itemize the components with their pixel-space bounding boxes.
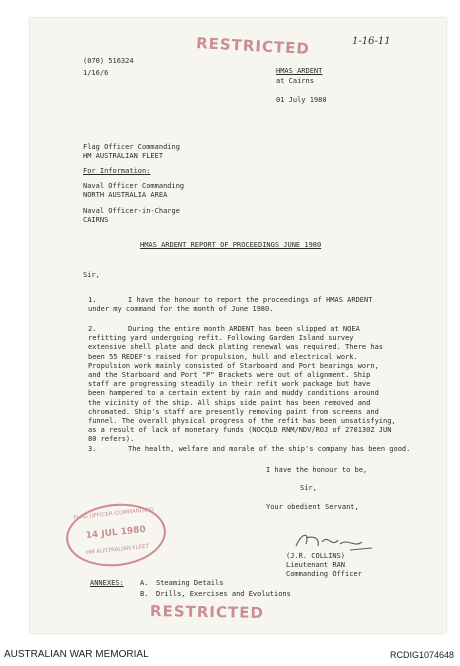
annex-a-letter: A. [140,579,149,587]
paragraph1 [88,296,418,314]
phone-number: (070) 516324 [83,57,134,65]
salutation: Sir, [83,271,100,279]
paragraph2-line: been hampered to a certain extent by rain and muddy conditions around [88,389,379,398]
letter-date: 01 July 1980 [276,96,327,104]
signatory-rank: Lieutenant RAN [286,561,346,569]
paragraph2-line: funnel. The overall physical progress of the refit has been unsatisfying, [88,417,396,426]
footer-record-id: RCDIG1074648 [389,650,454,660]
closing-line1: I have the honour to be, [266,466,368,474]
sender-ship: HMAS ARDENT [276,67,323,75]
closing-line3: Your obedient Servant, [266,503,359,511]
received-stamp-bottom-text: HM AUSTRALIAN FLEET [85,543,150,557]
info-addressee1-line2: NORTH AUSTRALIA AREA [83,191,168,199]
info-addressee2-line2: CAIRNS [83,216,109,224]
paragraph1-number: 1. [88,296,97,304]
signatory-name: (J.R. COLLINS) [286,552,346,560]
paragraph2-line: Propulsion work mainly consisted of Starboard and Port bearings worn, [88,361,379,370]
annex-b-text: Drills, Exercises and Evolutions [156,590,291,598]
paragraph1-line: under my command for the month of June 1980. [88,305,274,314]
annex-a-text: Steaming Details [156,579,224,587]
paragraph2-line: and the Starboard and Port "P" Brackets were out of alignment. Ship [88,371,371,380]
sender-location: at Cairns [276,77,314,85]
received-stamp-top-text: FLAG OFFICER COMMANDING [73,506,155,522]
paragraph2-line: staff are progressing steadily in their refit work package but have [88,380,371,389]
paragraph2-line: During the entire month ARDENT has been slipped at NQEA [128,325,360,333]
addressee-line1: Flag Officer Commanding [83,143,180,151]
addressee-line2: HM AUSTRALIAN FLEET [83,152,164,160]
paragraph2-line: as a result of lack of monetary funds (NOCQLD RNM/NDV/ROJ of 270130Z JUN [88,426,392,435]
restricted-stamp-bottom: RESTRICTED [149,602,265,622]
file-reference: 1/16/6 [83,69,109,77]
paragraph1-line: I have the honour to report the proceedings of HMAS ARDENT [128,296,373,304]
archive-footer [0,642,460,666]
paragraph2-line: been 55 REDEF's raised for propulsion, hull and electrical work. [88,352,358,361]
signatory-title: Commanding Officer [286,570,362,578]
paragraph2-line: chromated. Ship's staff are presently removing paint from screens and [88,407,379,416]
paragraph2-line: refitting yard undergoing refit. Following Garden Island survey [88,334,354,343]
paragraph2-line: 80 refers). [88,435,135,444]
paragraph3-text: The health, welfare and morale of the ship's company has been good. [128,445,411,453]
handwritten-reference: 1-16-11 [352,36,391,47]
paragraph3-number: 3. [88,445,97,453]
paragraph2 [88,325,418,445]
handwritten-signature [292,528,376,554]
restricted-stamp-top: RESTRICTED [195,34,311,58]
received-stamp-date: 14 JUL 1980 [85,524,147,542]
info-addressee1-line1: Naval Officer Commanding [83,182,185,190]
annex-b-letter: B. [140,590,149,598]
annexes-label: ANNEXES: [90,579,124,587]
closing-line2: Sir, [300,484,317,492]
info-addressee2-line1: Naval Officer-in-Charge [83,207,180,215]
footer-source: AUSTRALIAN WAR MEMORIAL [4,649,149,660]
for-information-label: For Information: [83,167,151,175]
paragraph2-number: 2. [88,325,97,333]
paragraph2-line: the vicinity of the ship. All ships side paint has been removed and [88,398,371,407]
paragraph2-line: extensive shell plate and deck plating renewal was required. There has [88,343,384,352]
subject-line: HMAS ARDENT REPORT OF PROCEEDINGS JUNE 1980 [140,241,322,249]
